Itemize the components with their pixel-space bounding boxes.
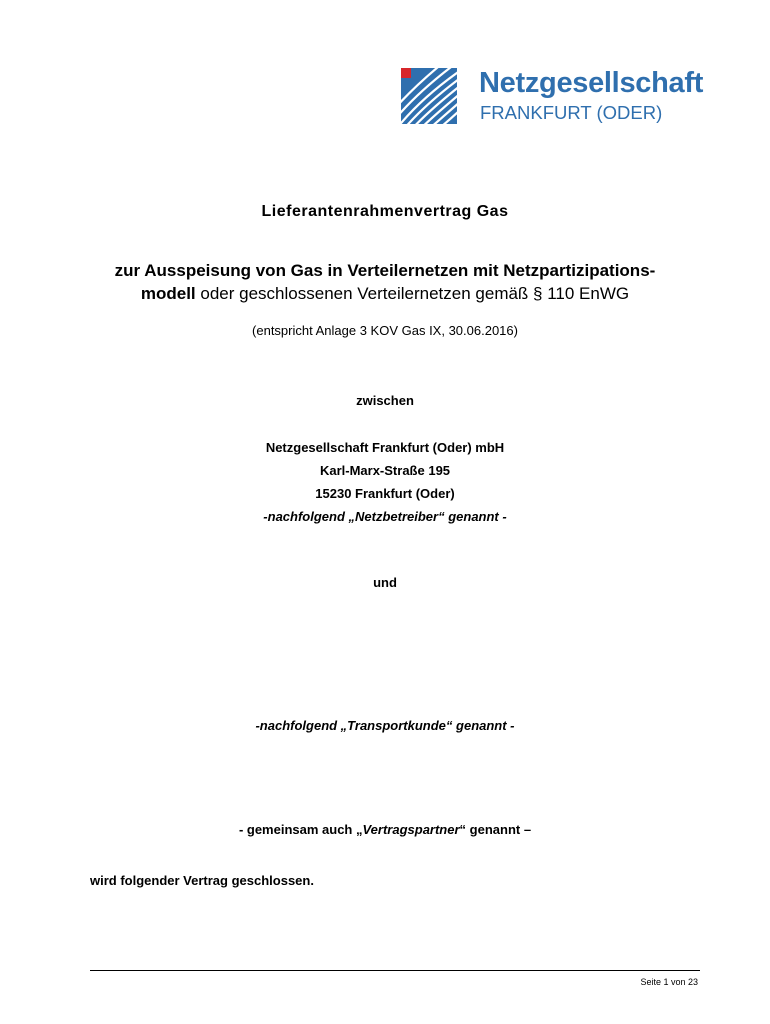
operator-street: Karl-Marx-Straße 195 bbox=[319, 463, 451, 478]
page-number: Seite 1 von 23 bbox=[640, 977, 698, 987]
partners-designation bbox=[0, 822, 770, 837]
company-logo bbox=[401, 66, 704, 126]
and-label: und bbox=[373, 575, 397, 590]
logo-mark-icon bbox=[401, 68, 457, 124]
logo-city: FRANKFURT (ODER) bbox=[480, 102, 663, 123]
footer-divider bbox=[90, 970, 700, 971]
operator-city: 15230 Frankfurt (Oder) bbox=[315, 486, 455, 501]
operator-designation: -nachfolgend „Netzbetreiber“ genannt - bbox=[263, 509, 507, 524]
document-title: Lieferantenrahmenvertrag Gas bbox=[261, 203, 509, 220]
partners-suffix: “ genannt – bbox=[459, 822, 532, 837]
contract-concluded-statement: wird folgender Vertrag geschlossen. bbox=[90, 873, 314, 888]
reference-note: (entspricht Anlage 3 KOV Gas IX, 30.06.2016) bbox=[252, 323, 518, 338]
operator-name: Netzgesellschaft Frankfurt (Oder) mbH bbox=[265, 440, 505, 455]
logo-name: Netzgesellschaft bbox=[479, 67, 704, 99]
customer-designation: -nachfolgend „Transportkunde“ genannt - bbox=[255, 718, 515, 733]
subtitle-line-1: zur Ausspeisung von Gas in Verteilernetzen mit Netzpartizipations- bbox=[114, 261, 656, 280]
between-label: zwischen bbox=[356, 393, 414, 408]
partners-prefix: - gemeinsam auch „ bbox=[238, 822, 363, 837]
subtitle-line-2-rest: oder geschlossenen Verteilernetzen gemäß § 110 EnWG bbox=[195, 284, 630, 303]
partners-term: Vertragspartner bbox=[362, 822, 460, 837]
subtitle-line-2-bold: modell bbox=[140, 284, 196, 303]
document-subtitle bbox=[0, 259, 770, 305]
